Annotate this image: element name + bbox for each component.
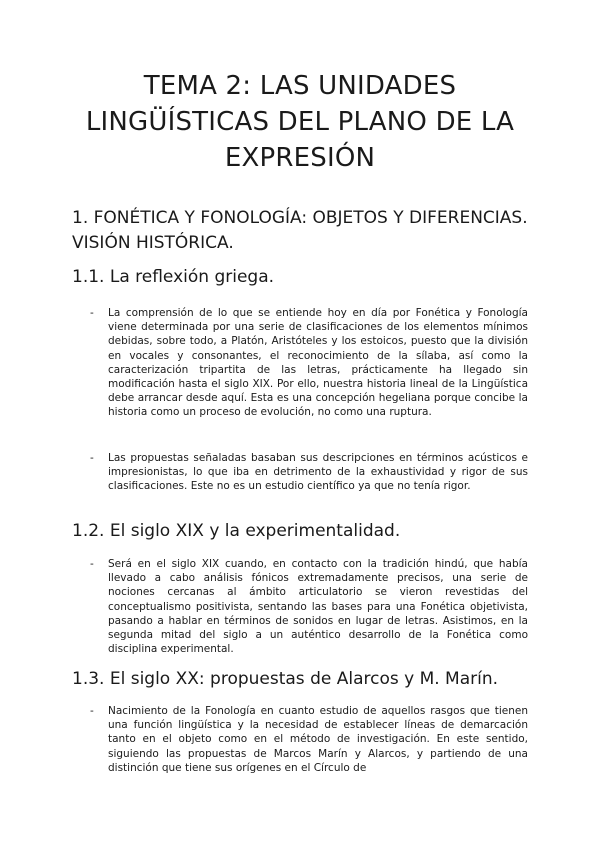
section-heading-1: 1. FONÉTICA Y FONOLOGÍA: OBJETOS Y DIFERENCIAS. VISIÓN HISTÓRICA. (72, 208, 528, 253)
subsection-heading-1-3: 1.3. El siglo XX: propuestas de Alarcos y M. Marín. (72, 669, 499, 689)
list-item (90, 704, 528, 775)
bullet-dash: - (90, 558, 94, 570)
paragraph-text: Nacimiento de la Fonología en cuanto estudio de aquellos rasgos que tienen una función lingüística y la necesidad de establecer líneas de demarcación tanto en el objeto como en el método de investigación. En este sentido, siguiendo las propuestas de Marcos Marín y Alarcos, y partiendo de una distinción que tiene sus orígenes en el Círculo de (108, 705, 528, 774)
list-item (90, 557, 528, 656)
document-title: TEMA 2: LAS UNIDADES LINGÜÍSTICAS DEL PLANO DE LA EXPRESIÓN (85, 71, 515, 173)
bullet-dash: - (90, 452, 94, 464)
list-item (90, 306, 528, 420)
subsection-heading-1-2: 1.2. El siglo XIX y la experimentalidad. (72, 521, 401, 541)
paragraph-text: Las propuestas señaladas basaban sus descripciones en términos acústicos e impresionistas, lo que iba en detrimento de la exhaustividad y rigor de sus clasificaciones. Este no es un estudio científico ya que no tenía rigor. (108, 452, 528, 493)
bullet-dash: - (90, 705, 94, 717)
bullet-dash: - (90, 307, 94, 319)
paragraph-text: Será en el siglo XIX cuando, en contacto con la tradición hindú, que había llevado a cabo análisis fónicos extremadamente precisos, una serie de nociones cercanas al ámbito articulatorio se vieron revestidas del conceptualismo positivista, sentando las bases para una Fonética objetivista, pasando a hablar en términos de sonidos en lugar de letras. Asistimos, en la segunda mitad del siglo a un auténtico desarrollo de la Fonética como disciplina experimental. (108, 558, 528, 656)
paragraph-text: La comprensión de lo que se entiende hoy en día por Fonética y Fonología viene determinada por una serie de clasificaciones de los elementos mínimos debidas, sobre todo, a Platón, Aristóteles y los estoicos, puesto que la división en vocales y consonantes, el reconocimiento de la sílaba, así como la caracterización tripartita de las letras, prácticamente ha llegado sin modificación hasta el siglo XIX. Por ello, nuestra historia lineal de la Lingüística debe arrancar desde aquí. Esta es una concepción hegeliana porque concibe la historia como un proceso de evolución, no como una ruptura. (108, 307, 528, 419)
list-item (90, 451, 528, 494)
subsection-heading-1-1: 1.1. La reflexión griega. (72, 267, 275, 287)
